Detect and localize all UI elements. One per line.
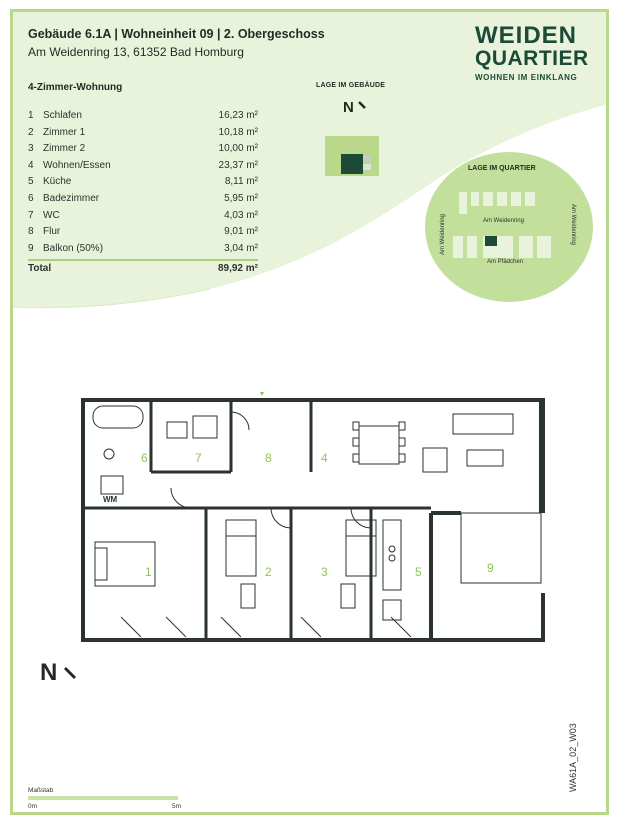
room-number: 1 [145, 565, 152, 579]
room-row: 6 Badezimmer 5,95 m² [28, 192, 258, 204]
svg-text:N: N [343, 99, 354, 116]
room-number: 2 [265, 565, 272, 579]
room-list [28, 108, 258, 279]
street-label-bottom: Am Pfädchen [487, 259, 524, 265]
room-number: 6 [141, 451, 148, 465]
room-row: 7 WC 4,03 m² [28, 209, 258, 221]
svg-text:N: N [40, 659, 58, 686]
room-row: 3 Zimmer 2 10,00 m² [28, 143, 258, 155]
scale-start: 0m [28, 803, 38, 810]
street-label-left: Am Weidenring [440, 214, 446, 255]
room-row: 1 Schlafen 16,23 m² [28, 110, 258, 121]
page-title: Gebäude 6.1A | Wohneinheit 09 | 2. Obergeschoss [28, 27, 325, 41]
washer-label: WM [103, 495, 118, 504]
north-arrow-large [35, 652, 95, 692]
room-row: 2 Zimmer 1 10,18 m² [28, 126, 258, 138]
brand-logo-line1: WEIDEN [475, 22, 577, 49]
brand-logo-line2: QUARTIER [475, 47, 589, 70]
room-number: 3 [321, 565, 328, 579]
room-row: 5 Küche 8,11 m² [28, 176, 258, 188]
floor-plan [81, 392, 551, 652]
address: Am Weidenring 13, 61352 Bad Homburg [28, 45, 244, 59]
building-location-map [325, 134, 385, 182]
north-arrow-small [338, 94, 378, 118]
room-number: 8 [265, 451, 272, 465]
room-number: 4 [321, 451, 328, 465]
apartment-type: 4-Zimmer-Wohnung [28, 82, 123, 93]
street-label-right: Am Weidenring [570, 204, 576, 245]
total-row: Total 89,92 m² [28, 263, 258, 275]
brand-tagline: WOHNEN IM EINKLANG [475, 73, 578, 82]
room-number: 5 [415, 565, 422, 579]
room-row: 4 Wohnen/Essen 23,37 m² [28, 159, 258, 171]
plan-code: WA61A_02_W03 [568, 723, 578, 792]
quarter-location-label: LAGE IM QUARTIER [468, 165, 536, 172]
building-location-label: LAGE IM GEBÄUDE [316, 82, 386, 89]
room-number: 9 [487, 561, 494, 575]
scale-label: Maßstab [28, 787, 54, 794]
page-frame [10, 9, 609, 815]
street-label-center: Am Weidenring [483, 218, 524, 224]
room-number: 7 [195, 451, 202, 465]
scale-bar [28, 796, 178, 800]
room-row: 9 Balkon (50%) 3,04 m² [28, 242, 258, 254]
entry-arrow [256, 392, 268, 396]
room-row: 8 Flur 9,01 m² [28, 226, 258, 238]
scale-end: 5m [172, 803, 182, 810]
